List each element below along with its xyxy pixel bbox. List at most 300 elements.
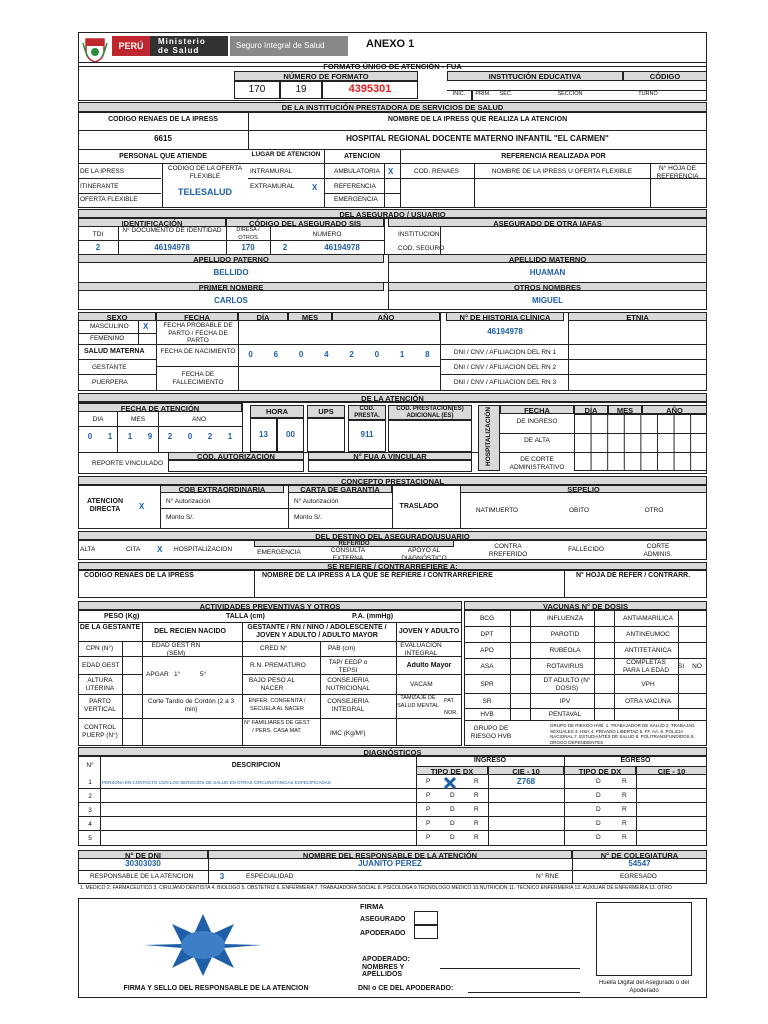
conc-vline-2 bbox=[288, 485, 289, 529]
nac-digit: 4 bbox=[324, 350, 329, 359]
extramural-x: X bbox=[312, 183, 318, 192]
reporte-label: REPORTE VINCULADO bbox=[92, 460, 164, 467]
nino-h-label: GESTANTE / RN / NIÑO / ADOLESCENTE / JOVEN Y ADULTO / ADULTO MAYOR bbox=[247, 624, 387, 639]
sexo-line-3 bbox=[78, 359, 156, 360]
at-digit: 2 bbox=[167, 432, 173, 441]
act-line-5 bbox=[78, 718, 462, 719]
vac-antitetanica: ANTITETÁNICA bbox=[624, 647, 672, 654]
ap-mat-value: HUAMAN bbox=[529, 268, 566, 277]
aseg-vline-6 bbox=[388, 254, 389, 310]
diag-p: P bbox=[426, 820, 431, 827]
ambulatoria-x: X bbox=[388, 167, 394, 176]
fpp-label: FECHA PROBABLE DE PARTO / FECHA DE PARTO bbox=[163, 322, 233, 344]
diag-x-mark-icon bbox=[444, 776, 456, 788]
nac-digit: 0 bbox=[298, 350, 304, 359]
salud-materna-label: SALUD MATERNA bbox=[84, 348, 145, 355]
diag-egreso-label: EGRESO bbox=[620, 757, 651, 764]
diag-cie: Z768 bbox=[516, 777, 536, 786]
n-aut-2-label: N° Autorización bbox=[294, 498, 339, 505]
bajo-peso-label: BAJO PESO AL NACER bbox=[248, 677, 296, 692]
vac-otra: OTRA VACUNA bbox=[624, 698, 672, 705]
cred-label: CRED N° bbox=[260, 645, 288, 652]
diag-row bbox=[78, 775, 707, 789]
nac-digit: 0 bbox=[374, 350, 380, 359]
especialidad-label: ESPECIALIDAD bbox=[246, 873, 294, 880]
pa-label: P.A. (mmHg) bbox=[352, 613, 394, 620]
atencion-digits bbox=[80, 432, 240, 444]
cita-label: CITA bbox=[126, 546, 141, 553]
hora-m-value: 00 bbox=[286, 430, 295, 439]
edad-gest-label: EDAD GEST bbox=[82, 662, 120, 669]
profession-codes: 1. MEDICO 2. FARMACEUTICO 3. CIRUJANO DENTISTA 4. BIOLOGO 5. OBSTETRIZ 6. ENFERMERA 7. TRABAJADORA SOCIAL 8. PSICOLOGA 9.TECNOLOGO MEDICO 10.NUTRICION 11. TECNICO ENFERMERIA 12. AUXILIAR DE ENFERMERIA 13. OTRO bbox=[80, 885, 672, 891]
hosp-line-2 bbox=[500, 452, 574, 453]
referido-label: REFERIDO bbox=[254, 540, 454, 547]
refiere-title: SE REFIERE / CONTRARREFIERE A: bbox=[78, 562, 707, 570]
rn3-label: DNI / CNV / AFILIACIÓN DEL RN 3 bbox=[453, 379, 557, 386]
sexo-vline-5 bbox=[568, 312, 569, 391]
egresado-label: EGRESADO bbox=[620, 873, 657, 880]
etnia-label: ETNIA bbox=[568, 312, 707, 321]
fua-title: FORMATO ÚNICO DE ATENCIÓN - FUA bbox=[323, 62, 462, 71]
otros-nombres-value: MIGUEL bbox=[531, 296, 564, 305]
act-line-0 bbox=[78, 622, 462, 623]
vac-vph: VPH bbox=[641, 681, 655, 688]
at-digit: 1 bbox=[127, 432, 133, 441]
at-digit: 1 bbox=[227, 432, 233, 441]
hosp-anio-label: AÑO bbox=[642, 405, 707, 414]
vacunas-grid bbox=[464, 610, 707, 746]
referencia-opt-label: REFERENCIA bbox=[334, 183, 376, 190]
obito-label: OBITO bbox=[568, 507, 590, 514]
at-vline-2 bbox=[117, 412, 118, 452]
at-digit: 0 bbox=[87, 432, 93, 441]
sepelio-label: SEPELIO bbox=[460, 485, 707, 493]
vac-line bbox=[464, 720, 707, 721]
ipress-vline-5 bbox=[474, 163, 475, 208]
apoderado-sig-box[interactable] bbox=[414, 925, 438, 939]
apod-nombres-line bbox=[440, 968, 580, 969]
vac-dt-adulto: DT ADULTO (N° DOSIS) bbox=[543, 677, 591, 692]
consej-nut-label: CONSEJERÍA NUTRICIONAL bbox=[325, 677, 371, 692]
atencion-directa-label: ATENCIÓN DIRECTA bbox=[86, 498, 124, 513]
diag-desc: PERSONA EN CONTACTO CON LOS SERVICIOS DE SALUD EN OTRAS CIRCUNSTANCIAS ESPECIFICADAS bbox=[102, 780, 331, 785]
nac-digit: 0 bbox=[248, 350, 253, 359]
n-coleg-label: N° DE COLEGIATURA bbox=[572, 850, 707, 859]
act-vline-4 bbox=[396, 622, 397, 746]
otro-label: OTRO bbox=[644, 507, 664, 514]
rn-h-label: DEL RECIÉN NACIDO bbox=[154, 628, 226, 635]
ministerio-badge bbox=[150, 36, 228, 56]
act-vline-1 bbox=[142, 622, 143, 746]
diag-eg-r: R bbox=[622, 792, 627, 799]
fecha-nac-label: FECHA DE NACIMIENTO bbox=[160, 348, 236, 355]
pat-label: PAT. bbox=[444, 698, 455, 704]
cod-presta-label: COD. PRESTA. bbox=[348, 405, 386, 420]
nombre-resp-label: NOMBRE DEL RESPONSABLE DE LA ATENCIÓN bbox=[208, 850, 572, 859]
vac-sr: SR bbox=[482, 698, 492, 705]
actividades-title: ACTIVIDADES PREVENTIVAS Y OTROS bbox=[78, 601, 462, 610]
historia-value: 46194978 bbox=[487, 327, 523, 336]
primer-nombre-value: CARLOS bbox=[214, 296, 248, 305]
cod-seguro-label: COD. SEGURO bbox=[398, 245, 445, 252]
nfua-vincular-box[interactable] bbox=[308, 460, 472, 472]
diag-eg-d: D bbox=[596, 792, 601, 799]
fallecido-label: FALLECIDO bbox=[568, 546, 604, 553]
vac-bcg: BCG bbox=[479, 615, 495, 622]
vac-line bbox=[464, 693, 707, 694]
asegurado-title: DEL ASEGURADO / USUARIO bbox=[78, 209, 707, 218]
masculino-x: X bbox=[143, 322, 149, 331]
vac-si: SI bbox=[677, 663, 685, 670]
diag-r: R bbox=[474, 820, 479, 827]
prim-label: PRIM. bbox=[475, 91, 491, 97]
act-vline-2 bbox=[242, 622, 243, 746]
diag-d: D bbox=[450, 806, 455, 813]
ambulatoria-label: AMBULATORIA bbox=[334, 168, 380, 175]
ipress-line-2 bbox=[78, 149, 707, 150]
asegurado-sig-box[interactable] bbox=[414, 911, 438, 925]
diag-vline-5 bbox=[636, 766, 637, 846]
conc-vline-1 bbox=[160, 485, 161, 529]
dni-ce-line bbox=[468, 992, 580, 993]
hosp-dia-label: DÍA bbox=[574, 405, 608, 414]
dni-ce-label: DNI o CE DEL APODERADO: bbox=[358, 985, 454, 992]
ipress-vline-1 bbox=[248, 112, 249, 149]
hosp-line-1 bbox=[500, 433, 574, 434]
ipress-line-1 bbox=[78, 130, 707, 131]
sec-label: SEC. bbox=[499, 91, 513, 97]
de-la-ipress-label: DE LA IPRESS bbox=[80, 168, 125, 175]
peru-badge: PERÚ bbox=[112, 36, 150, 56]
refiere-nombre-label: NOMBRE DE LA IPRESS A LA QUE SE REFIERE / CONTRARREFIERE bbox=[262, 572, 493, 579]
firma-sello-label: FIRMA Y SELLO DEL RESPONSABLE DE LA ATENCIÓN bbox=[123, 985, 309, 992]
ipress-line-4b bbox=[248, 178, 707, 179]
sexo-vline-4 bbox=[440, 312, 441, 391]
at-digit: 0 bbox=[187, 432, 193, 441]
cod-presta-value: 911 bbox=[360, 430, 374, 439]
fecha-atencion-label: FECHA DE ATENCIÓN bbox=[78, 403, 242, 412]
diag-p: P bbox=[426, 806, 431, 813]
numero-b-value: 46194978 bbox=[324, 243, 360, 252]
masculino-label: MASCULINO bbox=[90, 323, 129, 330]
tamizaje-label: TAMIZAJE DE SALUD MENTAL bbox=[397, 695, 439, 709]
vac-apo: APO bbox=[480, 647, 494, 654]
cob-extra-label: COB EXTRAORDINARIA bbox=[160, 485, 284, 493]
de-corte-label: DE CORTE ADMINISTRATIVO bbox=[509, 456, 565, 471]
ipress-vline-6 bbox=[650, 163, 651, 208]
nac-digit: 1 bbox=[399, 350, 405, 359]
resp-vline-2 bbox=[572, 850, 573, 884]
aseg-line-1 bbox=[78, 240, 384, 241]
diag-row bbox=[78, 831, 707, 846]
resp-atencion-value: 3 bbox=[219, 872, 225, 881]
diag-eg-d: D bbox=[596, 778, 601, 785]
ipress-nombre-label: NOMBRE DE LA IPRESS QUE REALIZA LA ATENCIÓN bbox=[387, 116, 568, 123]
vacam-label: VACAM bbox=[410, 681, 433, 688]
dia-at-label: DÍA bbox=[92, 416, 104, 423]
vacunas-title: VACUNAS N° DE DOSIS bbox=[464, 601, 707, 610]
corte-dest-label: CORTE ADMINIS. bbox=[643, 543, 673, 558]
sexo-line-6 bbox=[440, 344, 707, 345]
fua-num-2-value: 19 bbox=[295, 84, 307, 95]
diresa-value: 170 bbox=[241, 243, 255, 252]
apod-nombres-label: APODERADO: NOMBRES Y APELLIDOS bbox=[362, 956, 410, 978]
primer-nombre-label: PRIMER NOMBRE bbox=[78, 282, 384, 291]
cie-eg-label: CIE - 10 bbox=[636, 766, 707, 775]
tdi-label: TDI bbox=[92, 231, 104, 238]
extramural-label: EXTRAMURAL bbox=[250, 183, 295, 190]
ups-box[interactable] bbox=[307, 418, 345, 452]
numero-label: NÚMERO bbox=[312, 231, 342, 238]
dni-value: 30303030 bbox=[125, 859, 161, 868]
diag-num: 5 bbox=[88, 835, 92, 842]
diagnosticos-title: DIAGNÓSTICOS bbox=[78, 747, 707, 756]
codigo-oferta-label: CÓDIGO DE LA OFERTA FLEXIBLE bbox=[167, 165, 243, 180]
huella-label: Huella Digital del Asegurado o del Apoderado bbox=[598, 980, 690, 994]
diag-row bbox=[78, 817, 707, 831]
carta-label: CARTA DE GARANTÍA bbox=[288, 485, 392, 493]
resp-vline-1 bbox=[208, 850, 209, 884]
conc-line-1 bbox=[160, 508, 392, 509]
nac-digit: 2 bbox=[349, 350, 354, 359]
anio-at-label: AÑO bbox=[191, 416, 207, 423]
historia-label: N° DE HISTORIA CLÍNICA bbox=[446, 312, 564, 321]
act-line-3 bbox=[78, 674, 142, 675]
turno-label: TURNO bbox=[638, 91, 658, 97]
cod-prest-adic-label: COD. PRESTACIÓN(ES) ADICIONAL (ES) bbox=[388, 405, 472, 420]
cod-renaes-label: COD. RENAES bbox=[414, 168, 459, 175]
rne-label: N° RNE bbox=[536, 873, 559, 880]
ipress-line-4 bbox=[78, 178, 161, 179]
cita-x: X bbox=[157, 545, 163, 554]
n-aut-1-label: N° Autorización bbox=[166, 498, 211, 505]
fua-num-3-value: 4395301 bbox=[348, 83, 392, 95]
rn2-label: DNI / CNV / AFILIACIÓN DEL RN 2 bbox=[453, 364, 557, 371]
cpn-label: CPN (N°) bbox=[86, 645, 114, 652]
vac-vline bbox=[530, 610, 531, 720]
apgar-5-label: 5° bbox=[200, 671, 207, 678]
mes-at-label: MES bbox=[130, 416, 146, 423]
diag-p: P bbox=[426, 792, 431, 799]
vac-grupo-riesgo: GRUPO DE RIESGO HVB bbox=[470, 725, 512, 740]
nombre-resp-value: JUANITO PEREZ bbox=[358, 859, 422, 868]
diag-eg-d: D bbox=[596, 820, 601, 827]
act-line-2 bbox=[78, 656, 462, 657]
tipo-dx-in-label: TIPO DE DX bbox=[416, 766, 488, 775]
vac-asa: ASA bbox=[480, 663, 494, 670]
alta-label: ALTA bbox=[80, 546, 96, 553]
diag-vline-4 bbox=[564, 756, 565, 846]
sexo-line-8 bbox=[440, 374, 707, 375]
familiares-label: N° FAMILIARES DE GEST / PERS. CASA MAT. bbox=[244, 720, 310, 734]
gestante-h-label: DE LA GESTANTE bbox=[79, 624, 141, 631]
diag-d: D bbox=[450, 834, 455, 841]
ipress-codigo-value: 6615 bbox=[154, 134, 172, 143]
inic-label: INIC. bbox=[452, 91, 466, 97]
monto-1-label: Monto S/. bbox=[166, 514, 194, 521]
diag-vline-3 bbox=[488, 766, 489, 846]
resp-atencion-label: RESPONSABLE DE LA ATENCIÓN bbox=[90, 873, 194, 880]
cie-in-label: CIE - 10 bbox=[488, 766, 564, 775]
anexo-title: ANEXO 1 bbox=[366, 38, 415, 50]
act-line-3b bbox=[242, 674, 462, 675]
ipress-line-3 bbox=[78, 163, 707, 164]
parto-label: PARTO VERTICAL bbox=[84, 698, 116, 713]
otros-nombres-label: OTROS NOMBRES bbox=[388, 282, 707, 291]
hora-label: HORA bbox=[250, 405, 304, 418]
refiere-hoja-label: N° HOJA DE REFER / CONTRARR. bbox=[576, 572, 691, 579]
vac-vline bbox=[614, 610, 615, 720]
control-label: CONTROL PUERP (N°) bbox=[82, 724, 118, 739]
ref-vline-2 bbox=[564, 570, 565, 598]
sexo-line-1 bbox=[78, 333, 156, 334]
ipress-nombre-value: HOSPITAL REGIONAL DOCENTE MATERNO INFANTIL "EL CARMEN" bbox=[346, 134, 609, 143]
diag-rows bbox=[78, 775, 707, 846]
firma-label: FIRMA bbox=[360, 903, 384, 911]
diag-d: D bbox=[450, 792, 455, 799]
aseg-vline-5 bbox=[440, 227, 441, 254]
diag-p: P bbox=[426, 778, 431, 785]
aseg-vline-3 bbox=[270, 227, 271, 254]
nac-digit: 8 bbox=[425, 350, 430, 359]
diag-eg-d: D bbox=[596, 834, 601, 841]
ministerio-line-2: de Salud bbox=[158, 46, 200, 55]
hospitalizacion-dest-label: HOSPITALIZACIÓN bbox=[174, 546, 233, 553]
itinerante-label: ITINERANTE bbox=[80, 183, 119, 190]
diag-eg-r: R bbox=[622, 820, 627, 827]
at-digit: 9 bbox=[147, 432, 153, 441]
hosp-grid bbox=[574, 414, 707, 471]
nac-digit: 6 bbox=[273, 350, 279, 359]
sexo-line-2 bbox=[78, 344, 440, 345]
vac-hvb: HVB bbox=[480, 711, 494, 718]
vac-line bbox=[464, 642, 707, 643]
otra-iafas-label: ASEGURADO DE OTRA IAFAS bbox=[388, 218, 707, 227]
de-ingreso-label: DE INGRESO bbox=[516, 418, 558, 425]
emergencia-dest-label: EMERGENCIA bbox=[257, 549, 301, 556]
coleg-value: 54547 bbox=[628, 859, 651, 868]
hosp-fecha-label: FECHA bbox=[500, 405, 574, 414]
diresa-label: DIRESA / OTROS bbox=[236, 227, 260, 241]
evaluacion-label: EVALUACIÓN INTEGRAL bbox=[400, 642, 442, 657]
asegurado-sig-label: ASEGURADO bbox=[360, 916, 406, 923]
tdi-value: 2 bbox=[95, 243, 101, 252]
vac-antiamarilica: ANTIAMARÍLICA bbox=[623, 615, 673, 622]
institucion-label: INSTITUCIÓN bbox=[398, 231, 440, 238]
vac-dpt: DPT bbox=[480, 631, 494, 638]
traslado-label: TRASLADO bbox=[399, 503, 439, 510]
hospitalizacion-vertical-label bbox=[478, 405, 500, 471]
cod-autorizacion-box[interactable] bbox=[168, 460, 304, 472]
doc-value: 46194978 bbox=[154, 243, 190, 252]
ipress-vline-7 bbox=[384, 163, 385, 208]
act-vline-5 bbox=[122, 641, 123, 746]
at-digit: 1 bbox=[107, 432, 113, 441]
sexo-line-7 bbox=[440, 359, 707, 360]
diag-num: 1 bbox=[88, 779, 92, 786]
vac-parotid: PAROTID bbox=[550, 631, 580, 638]
diag-r: R bbox=[474, 806, 479, 813]
diag-eg-r: R bbox=[622, 834, 627, 841]
gestante-label: GESTANTE bbox=[92, 364, 127, 371]
rn1-label: DNI / CNV / AFILIACIÓN DEL RN 1 bbox=[453, 349, 557, 356]
diag-row bbox=[78, 789, 707, 803]
seccion-label: SECCIÓN bbox=[557, 91, 583, 97]
hosp-mes-label: MES bbox=[608, 405, 642, 414]
diag-num: 3 bbox=[88, 807, 92, 814]
fecha-fall-label: FECHA DE FALLECIMIENTO bbox=[172, 371, 224, 386]
vac-vline bbox=[510, 610, 511, 720]
vac-line bbox=[464, 708, 707, 709]
atencion-label: ATENCIÓN bbox=[343, 153, 381, 160]
nor-label: NOR. bbox=[444, 710, 458, 716]
vac-rotavirus: ROTAVIRUS bbox=[546, 663, 584, 670]
vac-antineumoc: ANTINEUMOC bbox=[626, 631, 670, 638]
vac-ipv: IPV bbox=[559, 698, 571, 705]
nombre-ipress-oferta-label: NOMBRE DE LA IPRESS U OFERTA FLEXIBLE bbox=[491, 168, 633, 175]
codigo-sis-label: CÓDIGO DEL ASEGURADO SIS bbox=[226, 218, 384, 227]
emergencia-opt-label: EMERGENCIA bbox=[334, 196, 378, 203]
ministerio-line-1: Ministerio bbox=[158, 37, 206, 46]
contra-label: CONTRA RREFERIDO bbox=[488, 543, 528, 558]
apgar-1-label: 1° bbox=[174, 671, 181, 678]
hoja-referencia-label: N° HOJA DE REFERENCIA bbox=[656, 165, 699, 180]
vac-rubeola: RUBEOLA bbox=[549, 647, 581, 654]
adulto-mayor-label: Adulto Mayor bbox=[406, 662, 452, 669]
personal-label: PERSONAL QUE ATIENDE bbox=[119, 153, 207, 160]
ups-label: UPS bbox=[307, 405, 345, 418]
nfua-vincular-label: N° FUA A VINCULAR bbox=[308, 452, 472, 460]
fecha-label: FECHA bbox=[156, 312, 238, 321]
at-vline-3 bbox=[158, 412, 159, 452]
oferta-flexible-label: OFERTA FLEXIBLE bbox=[80, 196, 138, 203]
aseg-vline-2 bbox=[226, 227, 227, 254]
huella-box[interactable] bbox=[596, 902, 692, 976]
intramural-label: INTRAMURAL bbox=[250, 168, 293, 175]
aseg-vline-4 bbox=[384, 218, 385, 254]
diag-ingreso-label: INGRESO bbox=[473, 757, 507, 764]
hora-h-value: 13 bbox=[259, 430, 268, 439]
ipress-codigo-label: CÓDIGO RENAES DE LA IPRESS bbox=[108, 116, 218, 123]
corte-cordon-label: Corte Tardío de Cordón (2 a 3 min) bbox=[147, 698, 235, 713]
aseg-vline-1 bbox=[118, 227, 119, 254]
enfer-label: ENFER. CONGENITA / SECUELA AL NACER bbox=[248, 698, 306, 712]
diag-eg-r: R bbox=[622, 806, 627, 813]
talla-label: TALLA (cm) bbox=[226, 613, 265, 620]
ap-pat-label: APELLIDO PATERNO bbox=[78, 254, 384, 263]
ipress-title: DE LA INSTITUCIÓN PRESTADORA DE SERVICIOS DE SALUD bbox=[78, 102, 707, 112]
vac-line bbox=[464, 626, 707, 627]
vac-vline bbox=[594, 610, 595, 720]
sexo-vline-1 bbox=[138, 321, 139, 344]
at-digit: 2 bbox=[207, 432, 213, 441]
cod-prest-adic-box[interactable] bbox=[388, 420, 472, 452]
vac-spr: SPR bbox=[480, 681, 494, 688]
refiere-codigo-label: CÓDIGO RENAES DE LA IPRESS bbox=[84, 572, 194, 579]
nac-digits bbox=[238, 350, 440, 362]
vac-influenza: INFLUENZA bbox=[546, 615, 584, 622]
diag-eg-r: R bbox=[622, 778, 627, 785]
apoderado-sig-label: APODERADO bbox=[360, 930, 406, 937]
vac-line bbox=[464, 674, 707, 675]
inst-educativa-label: INSTITUCIÓN EDUCATIVA bbox=[447, 71, 623, 81]
rn-prematuro-label: R.N. PREMATURO bbox=[250, 662, 306, 669]
sexo-line-4 bbox=[78, 374, 156, 375]
diag-r: R bbox=[474, 778, 479, 785]
apgar-label: APGAR bbox=[146, 671, 169, 678]
atencion-directa-x: X bbox=[139, 502, 145, 511]
vac-line bbox=[464, 658, 707, 659]
